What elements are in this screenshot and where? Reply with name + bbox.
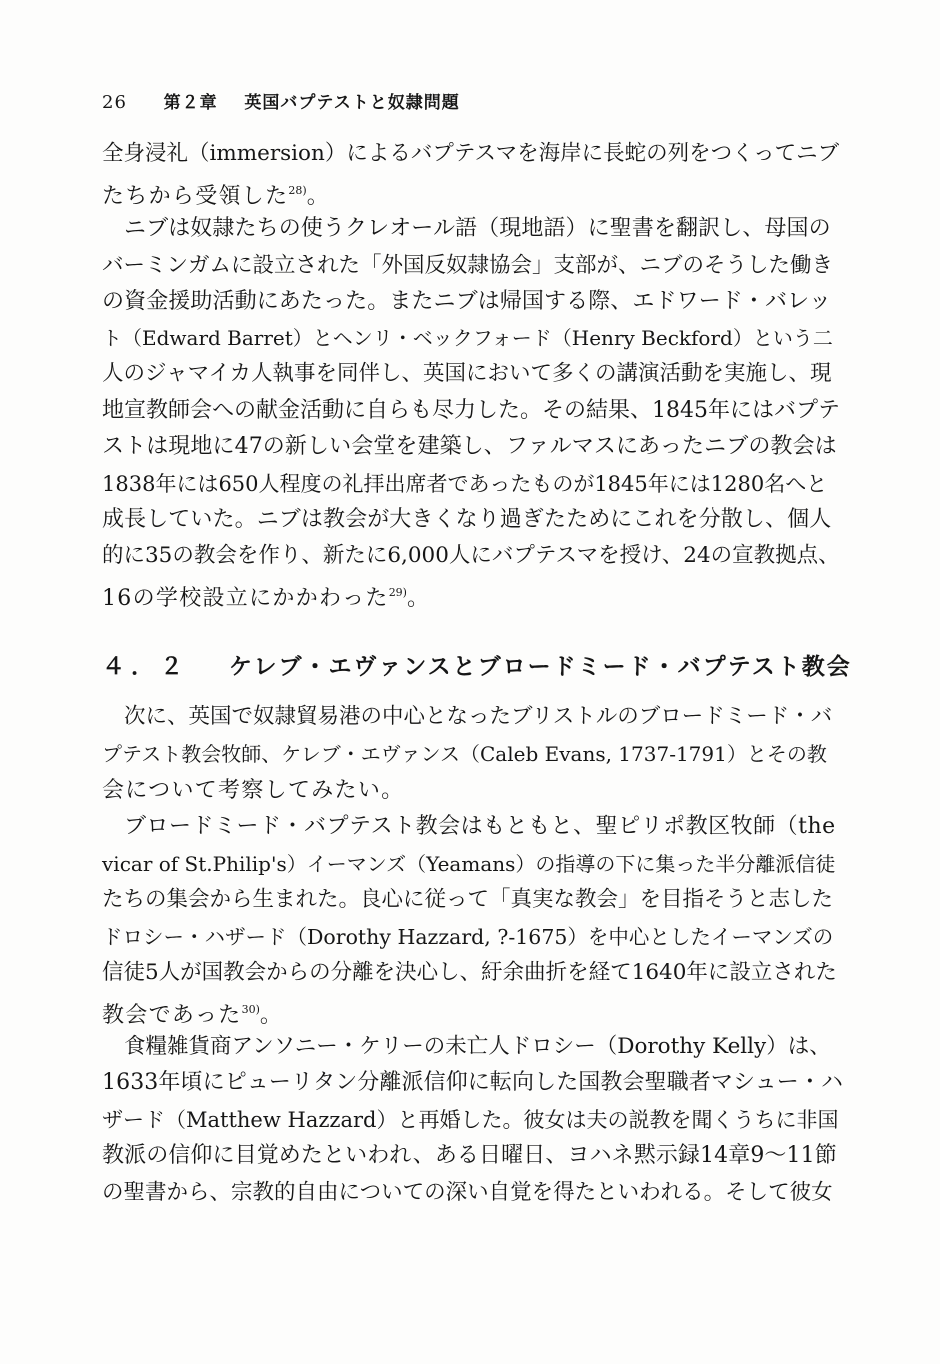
line-text-end: 。 [306,184,331,209]
text-line [102,251,842,281]
line-text: ザード（Matthew Hazzard）と再婚した。彼女は夫の説教を聞くうちに非国 [102,1108,839,1132]
line-text-end: 。 [259,1003,284,1028]
running-head [102,88,460,113]
text-line [102,995,842,1028]
line-text: の聖書から、宗教的自由についての深い自覚を得たといわれる。そして彼女 [102,1180,833,1205]
section-title: ケレブ・エヴァンスとブロードミード・バプテスト教会 [229,654,852,680]
line-text: たちから受領した [102,184,289,209]
line-text: ドロシー・ハザード（Dorothy Hazzard, ?-1675）を中心としたイーマンズの [102,925,834,949]
text-line [102,287,842,317]
text-line [102,359,842,389]
text-line [102,323,842,353]
text-line [102,958,842,988]
text-line [102,1105,842,1135]
text-line [102,885,842,915]
text-line [102,1141,842,1171]
text-line [102,469,842,499]
line-text: ブロードミード・バプテスト教会はもともと、聖ピリポ教区牧師（the [124,814,836,839]
line-text: 16の学校設立にかかわった [102,586,389,611]
line-text: 次に、英国で奴隷貿易港の中心となったブリストルのブロードミード・バ [124,704,833,729]
line-text: 1633年頃にピューリタン分離派信仰に転向した国教会聖職者マシュー・ハ [102,1070,844,1095]
line-text: ト（Edward Barret）とヘンリ・ベックフォード（Henry Beckford）という二 [102,326,833,350]
text-line [102,776,842,806]
line-text: 信徒5人が国教会からの分離を決心し、紆余曲折を経て1640年に設立された [102,960,837,985]
text-line [102,505,842,535]
line-text: 人のジャマイカ人執事を同伴し、英国において多くの講演活動を実施し、現 [102,361,832,386]
line-text: 会について考察してみたい。 [102,778,405,803]
section-heading [102,648,852,681]
line-text: バーミンガムに設立された「外国反奴隷協会」支部が、ニブのそうした働き [102,253,834,278]
line-text: 全身浸礼（immersion）によるバプテスマを海岸に長蛇の列をつくってニブ [102,141,840,166]
line-text: 地宣教師会への献金活動に自らも尽力した。その結果、1845年にはバプテ [102,398,840,423]
text-line [102,214,842,244]
text-line [102,139,842,169]
line-text: vicar of St.Philip's）イーマンズ（Yeamans）の指導の下に集った半分離派信徒 [102,852,836,876]
line-text: プテスト教会牧師、ケレブ・エヴァンス（Caleb Evans, 1737-1791）とその教 [102,742,827,766]
line-text: ストは現地に47の新しい会堂を建築し、ファルマスにあったニブの教会は [102,434,837,459]
chapter-title: 英国バプテストと奴隷問題 [244,93,460,113]
text-line [102,1178,842,1208]
text-line [102,702,842,732]
line-text: 教会であった [102,1003,242,1028]
section-number: ４．２ [102,654,189,680]
text-line [102,432,842,462]
line-text: 食糧雑貨商アンソニー・ケリーの未亡人ドロシー（Dorothy Kelly）は、 [124,1034,831,1059]
text-line [102,849,842,879]
text-line [102,812,842,842]
text-line [102,739,842,769]
line-text: の資金援助活動にあたった。またニブは帰国する際、エドワード・バレッ [102,289,832,314]
text-line [102,1032,842,1062]
footnote-reference: 28) [288,184,307,197]
line-text: 教派の信仰に目覚めたといわれ、ある日曜日、ヨハネ黙示録14章9～11節 [102,1143,837,1168]
text-line [102,922,842,952]
line-text: ニブは奴隷たちの使うクレオール語（現地語）に聖書を翻訳し、母国の [124,216,831,241]
text-line [102,1068,842,1098]
chapter-number: 第２章 [163,93,218,113]
line-text-end: 。 [406,586,431,611]
text-line [102,578,842,611]
footnote-reference: 29) [388,586,407,599]
line-text: たちの集会から生まれた。良心に従って「真実な教会」を目指そうと志した [102,887,834,912]
page-number: 26 [102,92,127,113]
text-line [102,541,842,571]
line-text: 1838年には650人程度の礼拝出席者であったものが1845年には1280名へと [102,472,828,496]
line-text: 成長していた。ニブは教会が大きくなり過ぎたためにこれを分散し、個人 [102,507,832,532]
text-line [102,176,842,209]
footnote-reference: 30) [241,1003,260,1016]
text-line [102,396,842,426]
line-text: 的に35の教会を作り、新たに6,000人にバプテスマを授け、24の宣教拠点、 [102,543,840,568]
